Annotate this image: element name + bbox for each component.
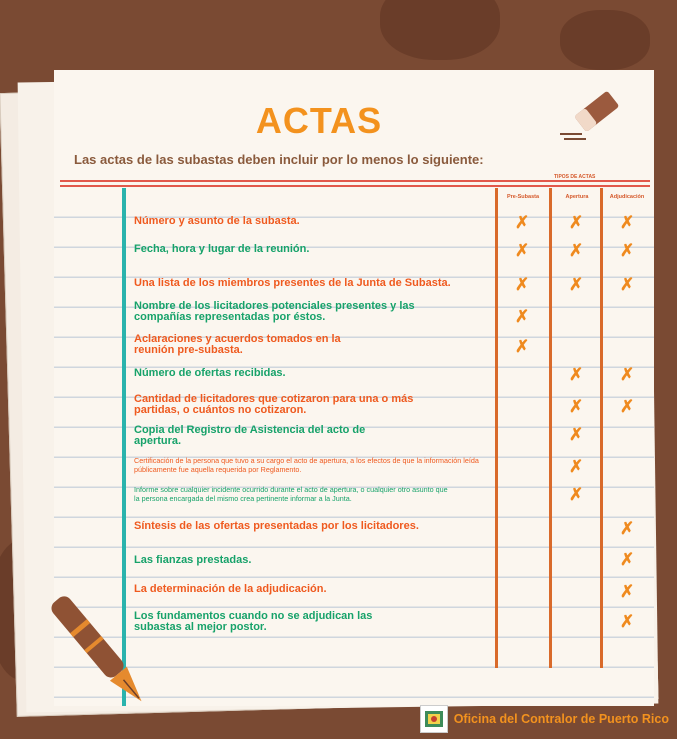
list-item: Informe sobre cualquier incidente ocurrido durante el acto de apertura, o cualquier otro asunto que la persona encargada del mismo crea pertinente informar a la Junta. <box>134 485 448 503</box>
pen-icon <box>46 578 156 728</box>
list-item: Nombre de los licitadores potenciales presentes y las compañías representadas por éstos. <box>134 300 415 323</box>
seal-logo <box>420 705 448 733</box>
list-item: Síntesis de las ofertas presentadas por los licitadores. <box>134 520 419 532</box>
page-title: ACTAS <box>255 100 383 141</box>
check-mark: ✗ <box>515 337 530 356</box>
column-divider <box>495 188 498 668</box>
column-header-apertura: Apertura <box>565 194 589 200</box>
list-item: Certificación de la persona que tuvo a su cargo el acto de apertura, a los efectos de que la información leída públicamente fue aquella requerida por Reglamento. <box>134 456 479 474</box>
list-item: Cantidad de licitadores que cotizaron para una o más partidas, o cuántos no cotizaron. <box>134 393 414 416</box>
list-item: Número y asunto de la subasta. <box>134 215 300 227</box>
background-blob <box>380 0 500 60</box>
footer <box>420 705 669 733</box>
check-mark: ✗ <box>515 275 530 294</box>
check-mark: ✗ <box>569 365 584 384</box>
check-mark: ✗ <box>569 275 584 294</box>
list-item: Una lista de los miembros presentes de la Junta de Subasta. <box>134 277 451 289</box>
page-subtitle: Las actas de las subastas deben incluir por lo menos lo siguiente: <box>74 152 484 167</box>
check-mark: ✗ <box>620 519 635 538</box>
check-mark: ✗ <box>569 485 584 504</box>
column-header-pre-subasta: Pre-Subasta <box>506 194 540 200</box>
check-mark: ✗ <box>515 241 530 260</box>
check-mark: ✗ <box>620 365 635 384</box>
check-mark: ✗ <box>620 241 635 260</box>
check-mark: ✗ <box>515 213 530 232</box>
list-item: Copia del Registro de Asistencia del acto de apertura. <box>134 424 366 447</box>
check-mark: ✗ <box>569 457 584 476</box>
background-blob <box>560 10 650 70</box>
column-divider <box>549 188 552 668</box>
check-mark: ✗ <box>620 582 635 601</box>
check-mark: ✗ <box>620 550 635 569</box>
list-item: Número de ofertas recibidas. <box>134 367 286 379</box>
list-item: Fecha, hora y lugar de la reunión. <box>134 243 310 255</box>
check-mark: ✗ <box>569 213 584 232</box>
eraser-icon <box>556 82 626 142</box>
check-mark: ✗ <box>620 397 635 416</box>
footer-title: Oficina del Contralor de Puerto Rico <box>453 712 669 726</box>
check-mark: ✗ <box>515 307 530 326</box>
check-mark: ✗ <box>569 397 584 416</box>
column-divider <box>600 188 603 668</box>
check-mark: ✗ <box>569 425 584 444</box>
list-item: Las fianzas prestadas. <box>134 554 252 566</box>
column-group-label: TIPOS DE ACTAS <box>554 174 596 180</box>
check-mark: ✗ <box>620 275 635 294</box>
check-mark: ✗ <box>620 213 635 232</box>
list-item: Aclaraciones y acuerdos tomados en la reunión pre-subasta. <box>134 333 341 356</box>
column-header-adjudicacion: Adjudicación <box>609 194 645 200</box>
check-mark: ✗ <box>620 612 635 631</box>
list-item: Los fundamentos cuando no se adjudican las subastas al mejor postor. <box>134 610 373 633</box>
list-item: La determinación de la adjudicación. <box>134 583 327 595</box>
check-mark: ✗ <box>569 241 584 260</box>
